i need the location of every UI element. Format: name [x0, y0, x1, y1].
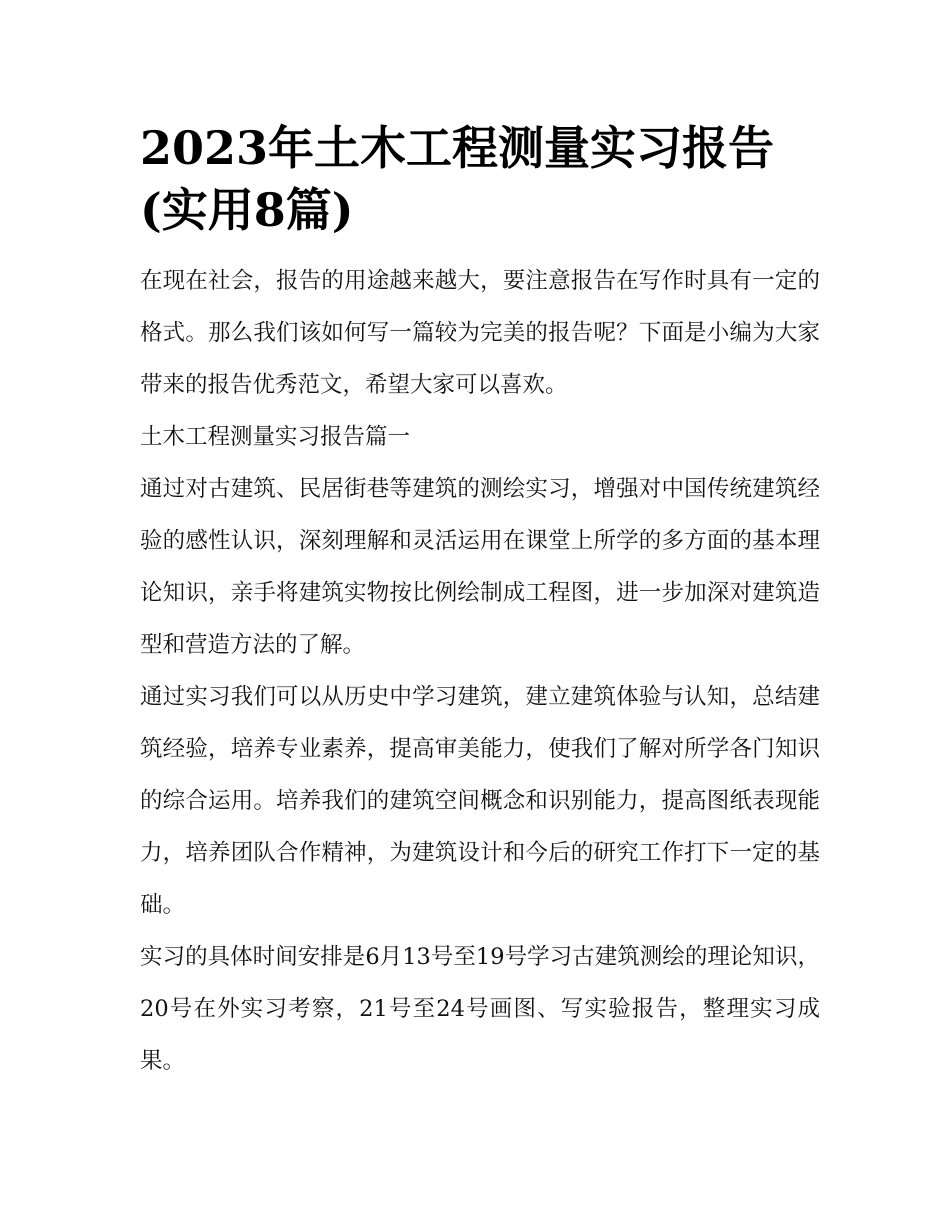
body-paragraph-2: 通过实习我们可以从历史中学习建筑，建立建筑体验与认知，总结建筑经验，培养专业素养，提高审美能力，使我们了解对所学各门知识的综合运用。培养我们的建筑空间概念和识别能力，提高图纸表现能力，培养团队合作精神，为建筑设计和今后的研究工作打下一定的基础。: [140, 684, 820, 918]
section-heading: 土木工程测量实习报告篇一: [140, 424, 411, 450]
document-body: [140, 117, 820, 1087]
document-title: 2023年土木工程测量实习报告(实用8篇): [140, 121, 775, 237]
body-paragraph-1: 通过对古建筑、民居街巷等建筑的测绘实习，增强对中国传统建筑经验的感性认识，深刻理解和灵活运用在课堂上所学的多方面的基本理论知识，亲手将建筑实物按比例绘制成工程图，进一步加深对建筑造型和营造方法的了解。: [140, 476, 820, 658]
body-paragraph-3: 实习的具体时间安排是6月13号至19号学习古建筑测绘的理论知识，20号在外实习考察，21号至24号画图、写实验报告，整理实习成果。: [140, 944, 820, 1074]
intro-paragraph: 在现在社会，报告的用途越来越大，要注意报告在写作时具有一定的格式。那么我们该如何写一篇较为完美的报告呢？下面是小编为大家带来的报告优秀范文，希望大家可以喜欢。: [140, 268, 820, 398]
